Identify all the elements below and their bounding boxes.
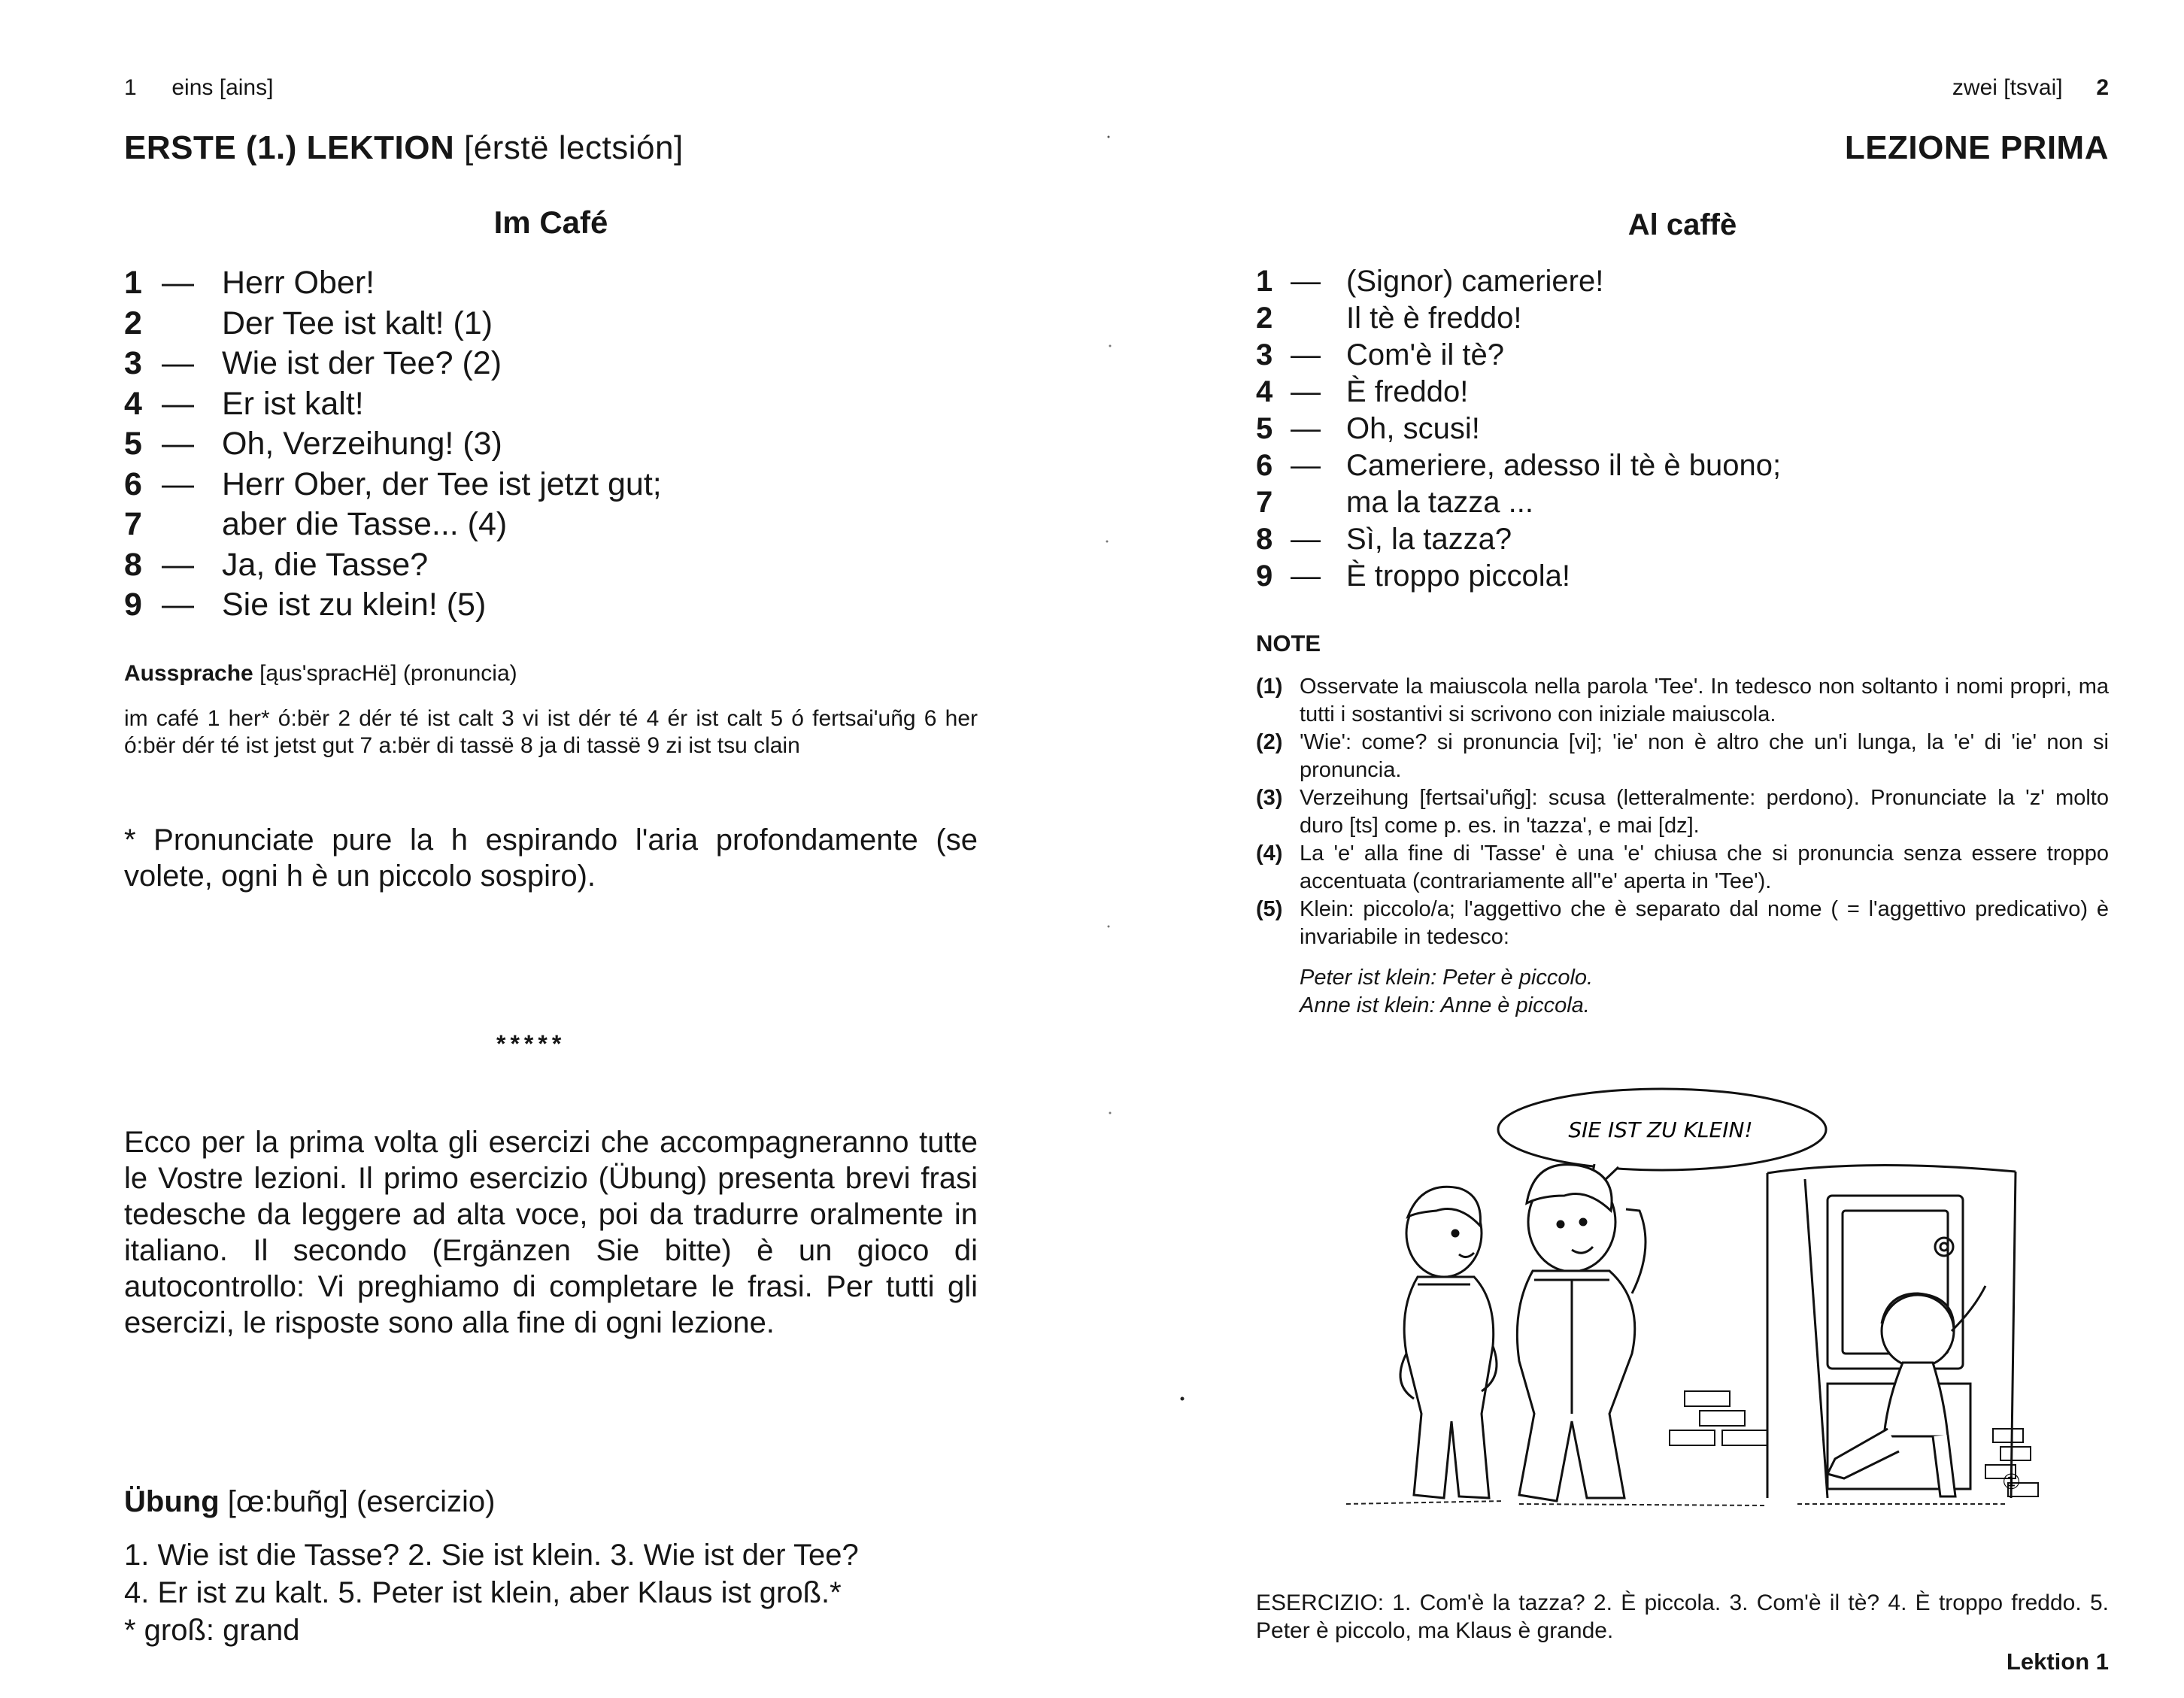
dialog-line-dash: —	[1291, 265, 1321, 298]
note-number: (1)	[1256, 675, 1283, 699]
dialog-line-dash: —	[162, 265, 194, 301]
notes-list	[1256, 673, 2109, 951]
dialog-line-number: 5	[1256, 412, 1273, 445]
dialog-line-number: 7	[1256, 486, 1273, 519]
dialog-line	[1256, 337, 2109, 374]
gutter-marks	[1098, 120, 1188, 1444]
right-page-number: 2	[2096, 75, 2109, 100]
dialog-line-text: Herr Ober, der Tee ist jetzt gut;	[222, 465, 662, 502]
dialog-line-text: Cameriere, adesso il tè è buono;	[1346, 449, 1782, 482]
dialog-line	[1256, 484, 2109, 521]
dialog-line-number: 5	[124, 426, 142, 462]
dialog-line-text: Wie ist der Tee? (2)	[222, 345, 502, 381]
bricks	[1670, 1391, 2038, 1496]
dialog-line-dash: —	[162, 546, 194, 583]
left-page-number: 1	[124, 75, 137, 100]
note-number: (5)	[1256, 897, 1283, 921]
note-number: (4)	[1256, 841, 1283, 866]
dialog-line-text: Sie ist zu klein! (5)	[222, 587, 487, 623]
left-page-header	[124, 75, 273, 101]
note-text: Klein: piccolo/a; l'aggettivo che è separato dal nome ( = l'aggettivo predicativo) è invariabile in tedesco:	[1300, 897, 2109, 949]
illustration-number: ①	[2002, 1469, 2022, 1494]
dialog-line	[124, 304, 989, 344]
dialog-line-text: aber die Tasse... (4)	[222, 506, 508, 542]
dialog-line-text: È freddo!	[1346, 375, 1469, 408]
boy-left	[1400, 1187, 1497, 1498]
dialog-line-number: 8	[124, 546, 142, 583]
note-text: Verzeihung [fertsai'uñg]: scusa (letteralmente: perdono). Pronunciate la 'z' molto duro [ts] come p. es. in 'tazza', e mai [dz].	[1300, 786, 2109, 838]
dialog-line-text: Com'è il tè?	[1346, 338, 1504, 371]
left-page-word: eins [ains]	[171, 75, 274, 100]
note-text: La 'e' alla fine di 'Tasse' è una 'e' chiusa che si pronuncia senza essere troppo accentuata (contrariamente all''e' aperta in 'Tee').	[1300, 841, 2109, 893]
right-page-header	[1952, 75, 2109, 101]
note-number: (2)	[1256, 730, 1283, 754]
dialog-line-text: Der Tee ist kalt! (1)	[222, 305, 493, 341]
note-item	[1256, 896, 2109, 951]
dialog-line-number: 6	[124, 465, 142, 502]
pronunciation-heading	[124, 660, 517, 687]
right-lesson-title: LEZIONE PRIMA	[1844, 129, 2109, 166]
exercise-intro: Ecco per la prima volta gli esercizi che accompagneranno tutte le Vostre lezioni. Il primo esercizio (Übung) presenta brevi frasi tedesche da leggere ad alta voce, poi da tradurre oralmente in italiano. Il secondo (Ergänzen Sie bitte) è un gioco di autocontrollo: Vi preghiamo di completare le frasi. Per tutti gli esercizi, le risposte sono alla fine di ogni lezione.	[124, 1126, 978, 1339]
pronunciation-footnote: * Pronunciate pure la h espirando l'aria profondamente (se volete, ogni h è un piccolo sospiro).	[124, 823, 978, 893]
note-item	[1256, 729, 2109, 784]
pronunciation-title-pron: [ąus'spracHë] (pronuncia)	[259, 661, 517, 686]
notes-title: NOTE	[1256, 630, 1321, 656]
left-dialog-title: Im Café	[493, 205, 608, 240]
dialog-line	[124, 585, 989, 626]
dialog-line-dash: —	[1291, 375, 1321, 408]
dialog-line	[1256, 521, 2109, 558]
dialog-line	[1256, 300, 2109, 337]
dialog-line-number: 9	[1256, 559, 1273, 593]
dialog-line	[124, 545, 989, 586]
pronunciation-title: Aussprache	[124, 661, 253, 686]
dialog-line-text: Il tè è freddo!	[1346, 302, 1522, 335]
note-example-2: Anne ist klein: Anne è piccola.	[1300, 993, 1590, 1017]
right-page-word: zwei [tsvai]	[1952, 75, 2063, 100]
dialog-line-number: 3	[124, 345, 142, 381]
note-item	[1256, 840, 2109, 896]
dialog-line-dash: —	[162, 385, 194, 422]
dialog-line	[124, 263, 989, 304]
exercise-title: Übung	[124, 1485, 220, 1518]
dialog-line	[124, 384, 989, 425]
dialog-line-text: (Signor) cameriere!	[1346, 265, 1604, 298]
note-text: 'Wie': come? si pronuncia [vi]; 'ie' non è altro che un'i lunga, la 'e' di 'ie' non si pronuncia.	[1300, 730, 2109, 782]
note-item	[1256, 673, 2109, 729]
note-text: Osservate la maiuscola nella parola 'Tee'. In tedesco non soltanto i nomi propri, ma tutti i sostantivi si scrivono con iniziale maiuscola.	[1300, 675, 2109, 726]
exercise-title-pron: [œ:buñg] (esercizio)	[227, 1485, 496, 1518]
dialog-line	[1256, 374, 2109, 411]
dialog-line-dash: —	[1291, 523, 1321, 556]
dialog-line-dash: —	[162, 426, 194, 462]
note-examples	[1300, 964, 1593, 1020]
dialog-line-number: 6	[1256, 449, 1273, 482]
section-divider-stars: *****	[496, 1030, 566, 1057]
dialog-line-dash: —	[162, 465, 194, 502]
dialog-line-dash: —	[1291, 449, 1321, 482]
exercise-line-1: 1. Wie ist die Tasse? 2. Sie ist klein. 3. Wie ist der Tee?	[124, 1539, 859, 1572]
cartoon-illustration	[1346, 1083, 2068, 1527]
dialog-line-text: È troppo piccola!	[1346, 559, 1570, 593]
dialog-line-number: 2	[1256, 302, 1273, 335]
bubble-text: SIE IST ZU KLEIN!	[1568, 1117, 1753, 1142]
dialog-line-text: Oh, Verzeihung! (3)	[222, 426, 502, 462]
dialog-line-text: Er ist kalt!	[222, 385, 364, 422]
dialog-line-number: 4	[124, 385, 142, 422]
note-number: (3)	[1256, 786, 1283, 810]
dialog-line-number: 3	[1256, 338, 1273, 371]
note-example-1: Peter ist klein: Peter è piccolo.	[1300, 966, 1594, 990]
exercise-footnote: * groß: grand	[124, 1614, 300, 1647]
left-lesson-title: ERSTE (1.) LEKTION [érstë lectsión]	[124, 129, 684, 166]
dialog-line-text: Herr Ober!	[222, 265, 375, 301]
left-dialog	[124, 263, 989, 626]
right-exercise: ESERCIZIO: 1. Com'è la tazza? 2. È piccola. 3. Com'è il tè? 4. È troppo freddo. 5. Peter è piccolo, ma Klaus è grande.	[1256, 1590, 2109, 1643]
dialog-line-dash: —	[1291, 338, 1321, 371]
dialog-line-number: 9	[124, 587, 142, 623]
dialog-line	[1256, 263, 2109, 300]
dialog-line	[124, 465, 989, 505]
dialog-line	[1256, 447, 2109, 484]
exercise-sentences	[124, 1536, 859, 1649]
dialog-line	[124, 424, 989, 465]
right-dialog	[1256, 263, 2109, 595]
right-dialog-title: Al caffè	[1627, 208, 1737, 241]
exercise-line-2: 4. Er ist zu kalt. 5. Peter ist klein, aber Klaus ist groß.*	[124, 1576, 842, 1609]
dialog-line-dash: —	[1291, 412, 1321, 445]
boy-middle	[1517, 1165, 1646, 1501]
dialog-line-number: 1	[1256, 265, 1273, 298]
dialog-line	[124, 344, 989, 384]
dialog-line-text: Sì, la tazza?	[1346, 523, 1512, 556]
exercise-heading	[124, 1485, 495, 1519]
dialog-line-number: 4	[1256, 375, 1273, 408]
dialog-line	[1256, 558, 2109, 595]
dialog-line-number: 8	[1256, 523, 1273, 556]
dialog-line-text: Oh, scusi!	[1346, 412, 1480, 445]
dialog-line-text: Ja, die Tasse?	[222, 546, 429, 583]
dialog-line-number: 1	[124, 265, 142, 301]
page-footer: Lektion 1	[2006, 1648, 2109, 1675]
dialog-line	[1256, 411, 2109, 447]
pronunciation-text: im café 1 her* ó:bër 2 dér té ist calt 3 vi ist dér té 4 ér ist calt 5 ó fertsai'uñg 6 her ó:bër dér té ist jetst gut 7 a:bër di tassë 8 ja di tassë 9 zi ist tsu clain	[124, 706, 978, 758]
dialog-line-dash: —	[162, 345, 194, 381]
dialog-line-number: 7	[124, 506, 142, 542]
dialog-line-dash: —	[1291, 559, 1321, 593]
note-item	[1256, 784, 2109, 840]
dialog-line-text: ma la tazza ...	[1346, 486, 1533, 519]
dialog-line-number: 2	[124, 305, 142, 341]
left-lesson-pron: [érstë lectsión]	[463, 129, 684, 166]
dialog-line	[124, 505, 989, 545]
dialog-line-dash: —	[162, 587, 194, 623]
